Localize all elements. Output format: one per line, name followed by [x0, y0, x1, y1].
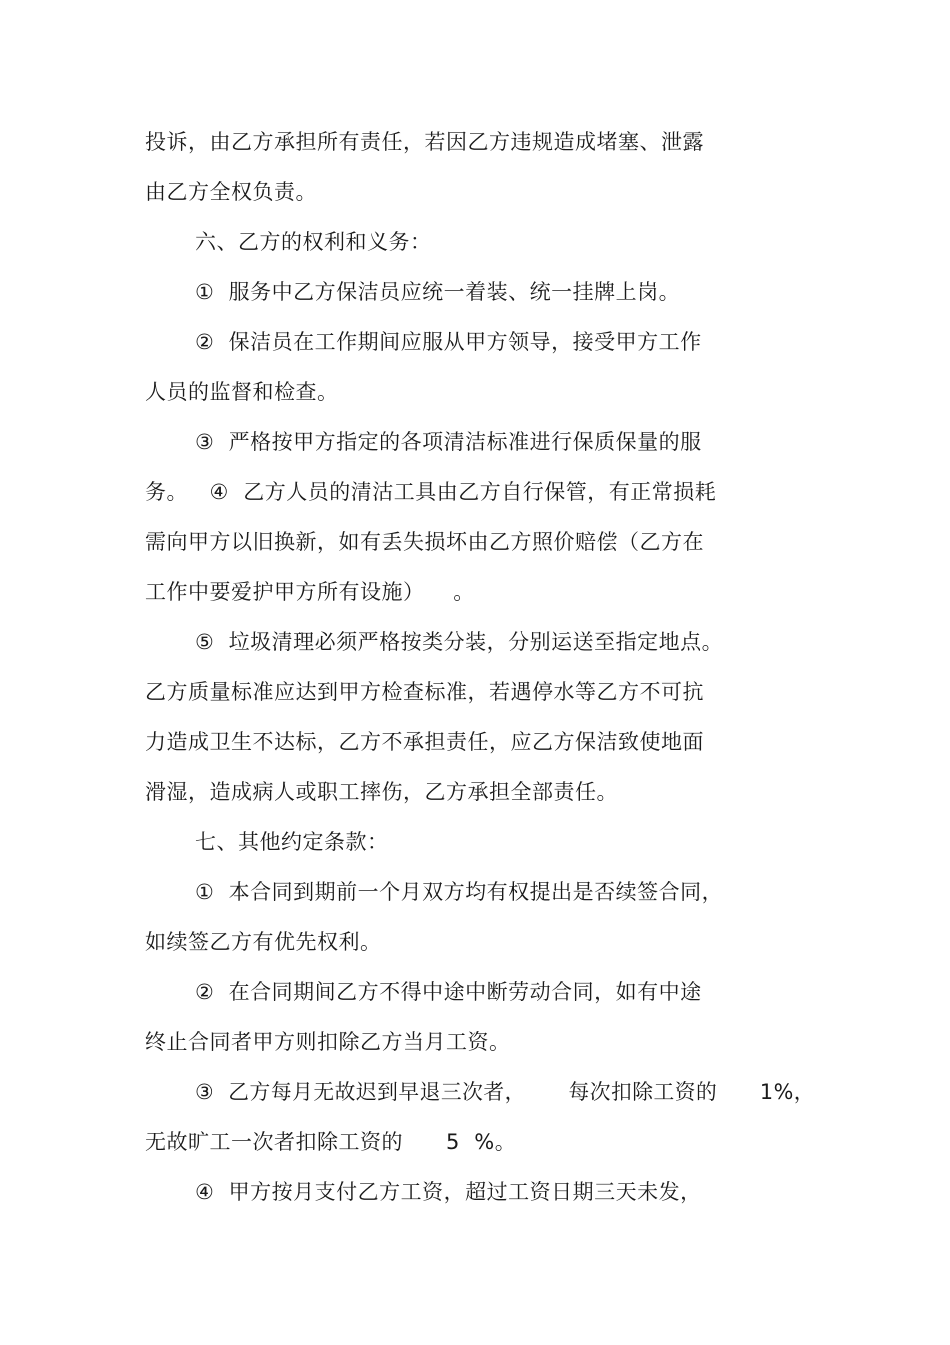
section-heading: 六、乙方的权利和义务： — [195, 230, 432, 254]
text-line: 滑湿，造成病人或职工摔伤，乙方承担全部责任。 — [145, 780, 618, 804]
text-line: 工作中要爱护甲方所有设施） 。 — [145, 580, 475, 604]
text-line: 如续签乙方有优先权利。 — [145, 930, 382, 954]
text-line: ② 在合同期间乙方不得中途中断劳动合同，如有中途 — [195, 980, 702, 1004]
text-line: ③ 乙方每月无故迟到早退三次者， 每次扣除工资的 1%， — [195, 1080, 816, 1104]
text-line: ⑤ 垃圾清理必须严格按类分装，分别运送至指定地点。 — [195, 630, 724, 654]
text-line: ② 保洁员在工作期间应服从甲方领导，接受甲方工作 — [195, 330, 702, 354]
text-line: 人员的监督和检查。 — [145, 380, 339, 404]
text-line: 投诉，由乙方承担所有责任，若因乙方违规造成堵塞、泄露 — [145, 130, 704, 154]
text-line: 力造成卫生不达标，乙方不承担责任，应乙方保洁致使地面 — [145, 730, 704, 754]
text-line: ① 服务中乙方保洁员应统一着装、统一挂牌上岗。 — [195, 280, 681, 304]
text-line: 由乙方全权负责。 — [145, 180, 317, 204]
text-line: 需向甲方以旧换新，如有丢失损坏由乙方照价赔偿（乙方在 — [145, 530, 704, 554]
text-line: ③ 严格按甲方指定的各项清洁标准进行保质保量的服 — [195, 430, 702, 454]
text-line: 务。 ④ 乙方人员的清沽工具由乙方自行保管，有正常损耗 — [145, 480, 717, 504]
text-line: 乙方质量标准应达到甲方检查标准，若遇停水等乙方不可抗 — [145, 680, 704, 704]
text-line: 终止合同者甲方则扣除乙方当月工资。 — [145, 1030, 511, 1054]
text-line: ④ 甲方按月支付乙方工资，超过工资日期三天未发， — [195, 1180, 702, 1204]
section-heading: 七、其他约定条款： — [195, 830, 389, 854]
text-line: ① 本合同到期前一个月双方均有权提出是否续签合同， — [195, 880, 724, 904]
text-line: 无故旷工一次者扣除工资的 5 %。 — [145, 1130, 517, 1154]
